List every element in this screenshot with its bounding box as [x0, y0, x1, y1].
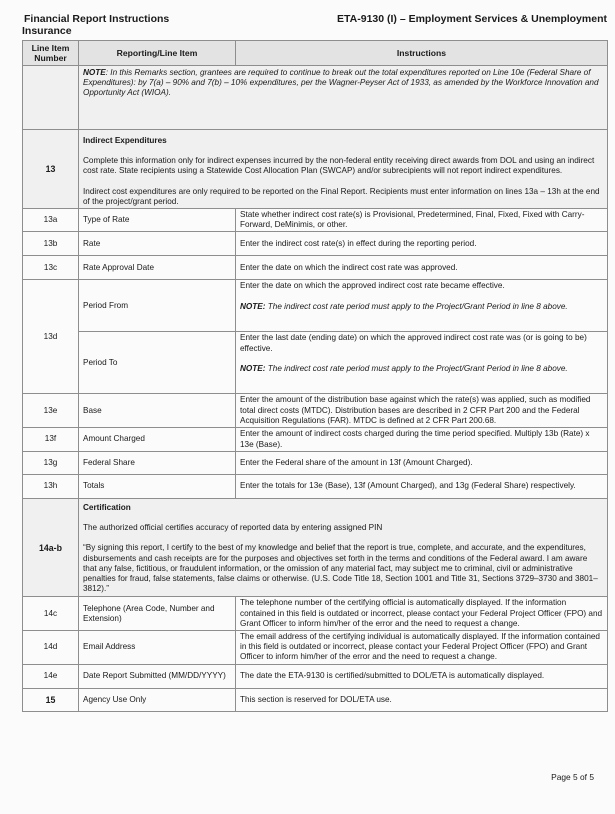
line-item: Agency Use Only: [79, 688, 236, 711]
line-item: Base: [79, 394, 236, 428]
line-item: Rate Approval Date: [79, 256, 236, 280]
note-label: NOTE:: [240, 301, 266, 311]
section-13-content: [79, 130, 608, 209]
line-number: 13d: [23, 280, 79, 394]
table-row-13d-from: [23, 280, 608, 332]
line-instruction: State whether indirect cost rate(s) is Provisional, Predetermined, Final, Fixed, Fixed with Carry-Forward, DeMinimis, or other.: [236, 209, 608, 232]
line-number: 13g: [23, 452, 79, 475]
section-14-para-1: The authorized official certifies accuracy of reported data by entering assigned PIN: [83, 523, 383, 533]
line-item: Date Report Submitted (MM/DD/YYYY): [79, 664, 236, 688]
line-item: Totals: [79, 475, 236, 499]
remarks-note-row: [23, 66, 608, 130]
remarks-note-cell: [79, 66, 608, 130]
line-instruction: Enter the amount of the distribution base against which the rate(s) was applied, such as modified total direct costs (MTDC). Distribution bases are described in 2 CFR Part 200 and the Federal Acquisition Regulations (FAR). MTDC is defined at 2 CFR Part 200.68.: [236, 394, 608, 428]
note-label: NOTE:: [240, 363, 266, 373]
document-title-wrap: Insurance: [22, 25, 72, 37]
table-row: [23, 428, 608, 452]
line-instruction: Enter the indirect cost rate(s) in effect during the reporting period.: [236, 232, 608, 256]
table-row-15: [23, 688, 608, 711]
line-item: Federal Share: [79, 452, 236, 475]
period-from-instruction: Enter the date on which the approved indirect cost rate became effective.: [240, 281, 505, 291]
page-number: Page 5 of 5: [551, 772, 594, 782]
line-number: 13a: [23, 209, 79, 232]
line-instruction: This section is reserved for DOL/ETA use.: [236, 688, 608, 711]
section-13-para-1: Complete this information only for indirect expenses incurred by the non-federal entity receiving direct awards from DOL and using an indirect cost rate. State recipients using a Statewide Cost Allocation Plan (SWCAP) and/or subrecipients will not report indirect expenditures.: [83, 156, 595, 176]
line-instruction: Enter the totals for 13e (Base), 13f (Amount Charged), and 13g (Federal Share) respectively.: [236, 475, 608, 499]
table-row: [23, 232, 608, 256]
line-number: 13h: [23, 475, 79, 499]
table-row: [23, 631, 608, 665]
table-row: [23, 452, 608, 475]
line-item: Email Address: [79, 631, 236, 665]
line-item: Period To: [79, 332, 236, 394]
line-instruction: [236, 332, 608, 394]
line-item: Type of Rate: [79, 209, 236, 232]
remarks-note-text: : In this Remarks section, grantees are required to continue to break out the total expenditures reported on Line 10e (Federal Share of Expenditures): by 7(a) – 90% and 7(b) – 10% expenditures, per the Wagner-Peyser Act of 1933, as amended by the Workforce Innovation and Opportunity Act (WIOA).: [83, 68, 599, 98]
table-header-row: [23, 41, 608, 66]
line-instruction: The telephone number of the certifying official is automatically displayed. If the information contained in this field is outdated or incorrect, please contact your Federal Project Officer (FPO) and Grant Officer to inform him/her of the error and the need to request a change.: [236, 597, 608, 631]
line-number: 14c: [23, 597, 79, 631]
remarks-note-label: NOTE: [83, 68, 106, 77]
document-title-text: Financial Report Instructions: [24, 13, 170, 25]
column-header-line-item-number: Line Item Number: [23, 41, 79, 66]
section-14-content: [79, 499, 608, 597]
note-text: The indirect cost rate period must apply to the Project/Grant Period in line 8 above.: [265, 301, 568, 311]
section-13-row: [23, 130, 608, 209]
remarks-number-cell: [23, 66, 79, 130]
document-title: [24, 13, 224, 37]
instructions-table: [22, 40, 608, 712]
line-item: Period From: [79, 280, 236, 332]
table-row: [23, 394, 608, 428]
line-number-14a-b: 14a-b: [23, 499, 79, 597]
column-header-instructions: Instructions: [236, 41, 608, 66]
line-item: Telephone (Area Code, Number and Extension): [79, 597, 236, 631]
line-number: 13c: [23, 256, 79, 280]
section-14-row: [23, 499, 608, 597]
line-item: Amount Charged: [79, 428, 236, 452]
table-row: [23, 209, 608, 232]
section-13-para-2: Indirect cost expenditures are only required to be reported on the Final Report. Recipients must enter information on lines 13a – 13h at the end of the project/grant period.: [83, 186, 600, 206]
line-number: 13b: [23, 232, 79, 256]
table-row: [23, 256, 608, 280]
column-header-reporting-line-item: Reporting/Line Item: [79, 41, 236, 66]
line-number: 14d: [23, 631, 79, 665]
line-number: 14e: [23, 664, 79, 688]
line-number: 13e: [23, 394, 79, 428]
line-item: Rate: [79, 232, 236, 256]
table-row-13d-to: [23, 332, 608, 394]
form-title: ETA-9130 (I) – Employment Services & Unemployment: [337, 13, 607, 25]
line-instruction: The email address of the certifying individual is automatically displayed. If the information contained in this field is outdated or incorrect, please contact your Federal Project Officer (FPO) and Grant Officer to inform him/her of the error and the need to request a change.: [236, 631, 608, 665]
note-text: The indirect cost rate period must apply to the Project/Grant Period in line 8 above.: [265, 363, 568, 373]
line-instruction: Enter the date on which the indirect cost rate was approved.: [236, 256, 608, 280]
section-14-para-2: “By signing this report, I certify to the best of my knowledge and belief that the report is true, complete, and accurate, and the expenditures, disbursements and cash receipts are for the purposes and objectives set forth in the terms and conditions of the Federal award. I am aware that any false, fictitious, or fraudulent information, or the omission of any material fact, may subject me to criminal, civil or administrative penalties for fraud, false statements, false claims or otherwise. (U.S. Code Title 18, Section 1001 and Title 31, Sections 3729–3730 and 3801–3812).”: [83, 543, 598, 594]
line-number: 15: [23, 688, 79, 711]
table-row: [23, 475, 608, 499]
period-to-instruction: Enter the last date (ending date) on which the approved indirect cost rate was (or is going to be) effective.: [240, 333, 587, 353]
line-instruction: The date the ETA-9130 is certified/submitted to DOL/ETA is automatically displayed.: [236, 664, 608, 688]
line-instruction: Enter the amount of indirect costs charged during the time period specified. Multiply 13b (Rate) x 13e (Base).: [236, 428, 608, 452]
line-instruction: [236, 280, 608, 332]
line-number-13: 13: [23, 130, 79, 209]
line-number: 13f: [23, 428, 79, 452]
section-14-title: Certification: [83, 503, 131, 513]
table-row: [23, 597, 608, 631]
section-13-title: Indirect Expenditures: [83, 136, 167, 145]
table-row: [23, 664, 608, 688]
line-instruction: Enter the Federal share of the amount in 13f (Amount Charged).: [236, 452, 608, 475]
